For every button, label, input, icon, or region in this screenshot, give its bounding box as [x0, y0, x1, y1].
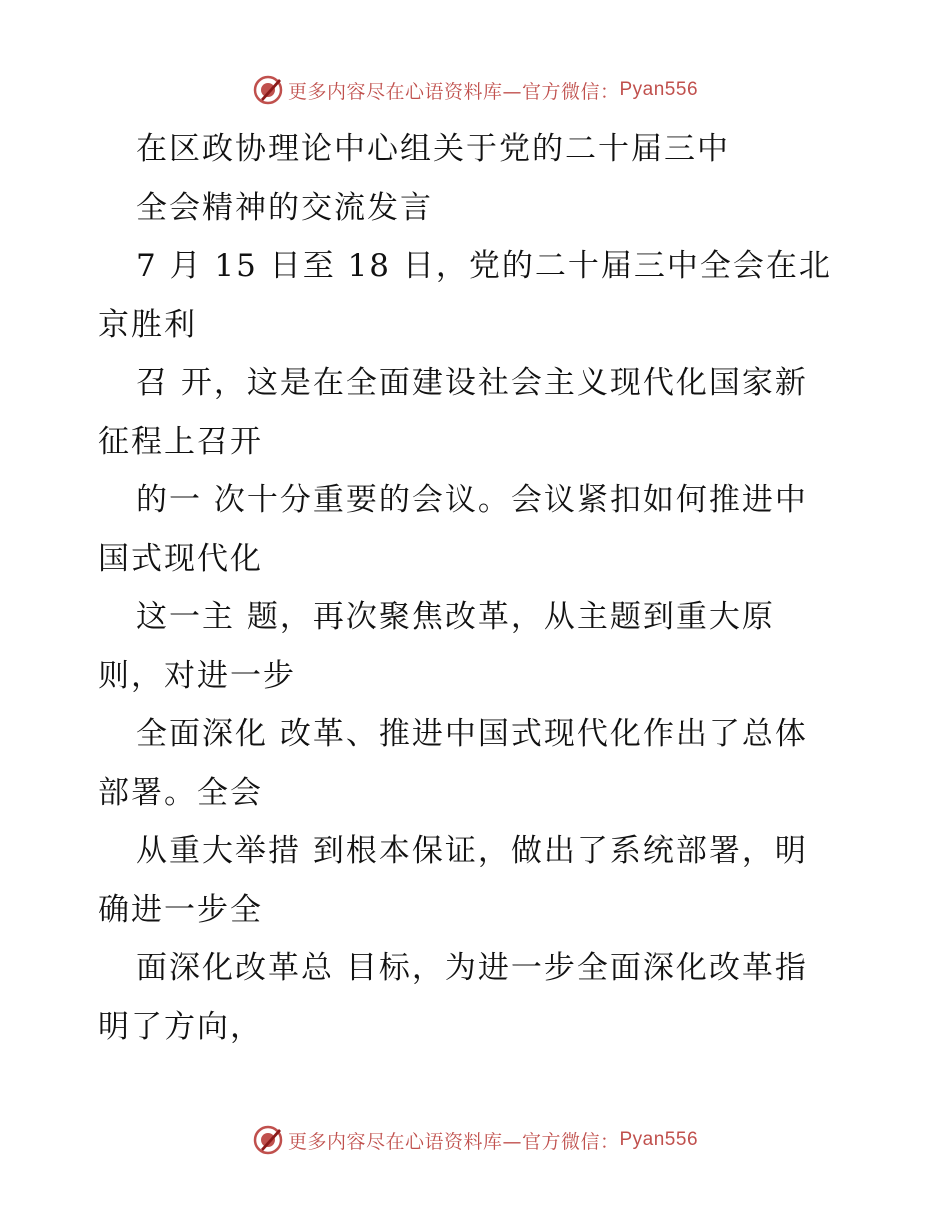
paragraph-line: 的一 次十分重要的会议。会议紧扣如何推进中	[136, 482, 808, 518]
footer-banner-text: 更多内容尽在心语资料库—官方微信：	[287, 1130, 620, 1153]
paragraph-line: 全面深化 改革、推进中国式现代化作出了总体	[136, 716, 808, 752]
pen-seal-logo-icon	[252, 74, 284, 106]
paragraph-line: 部署。全会	[98, 774, 263, 811]
paragraph-line: 国式现代化	[98, 540, 263, 577]
document-body	[98, 120, 858, 1056]
paragraph-line: 从重大举措 到根本保证，做出了系统部署，明	[136, 833, 808, 869]
paragraph-line: 7 月 15 日至 18 日，党的二十届三中全会在北	[136, 248, 832, 284]
header-banner-handle: Pyan556	[619, 79, 699, 100]
paragraph-line: 召 开，这是在全面建设社会主义现代化国家新	[136, 365, 808, 401]
header-banner-text: 更多内容尽在心语资料库—官方微信：	[287, 80, 620, 103]
title-line-2: 全会精神的交流发言	[136, 189, 433, 226]
paragraph-line: 明了方向，	[98, 1008, 263, 1045]
footer-banner	[0, 1120, 950, 1160]
footer-banner-handle: Pyan556	[619, 1129, 699, 1150]
paragraph-line: 则，对进一步	[98, 657, 296, 694]
paragraph-line: 京胜利	[98, 306, 197, 343]
title-line-1: 在区政协理论中心组关于党的二十届三中	[136, 131, 730, 167]
paragraph-line: 这一主 题，再次聚焦改革，从主题到重大原	[136, 599, 775, 635]
paragraph-line: 面深化改革总 目标，为进一步全面深化改革指	[136, 950, 808, 986]
header-banner	[0, 70, 950, 110]
paragraph-line: 确进一步全	[98, 891, 263, 928]
paragraph-line: 征程上召开	[98, 423, 263, 460]
pen-seal-logo-icon	[252, 1124, 284, 1156]
